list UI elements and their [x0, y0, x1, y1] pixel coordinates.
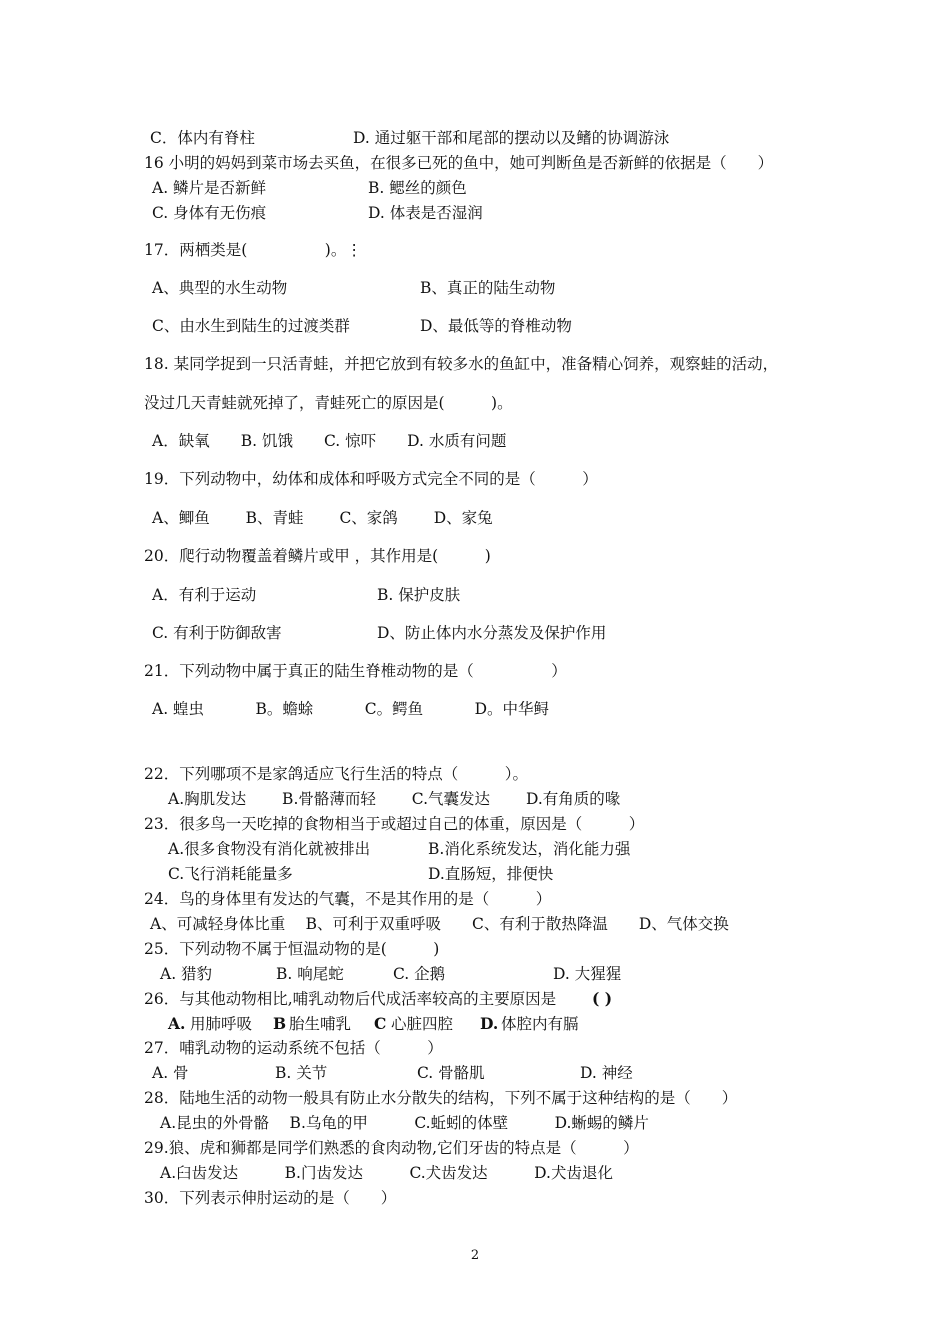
text-line: B.消化系统发达，消化能力强 — [428, 840, 631, 858]
text-line: 17．两栖类是( )。⋮ — [144, 241, 362, 259]
text-line: 18. 某同学捉到一只活青蛙，并把它放到有较多水的鱼缸中，准备精心饲养，观察蛙的活动， — [144, 355, 779, 373]
text-line: 体腔内有膈 — [501, 1015, 579, 1033]
text-line: B. 鳃丝的颜色 — [368, 179, 467, 197]
text-line: B — [273, 1014, 287, 1033]
text-line: A.胸肌发达 B.骨骼薄而轻 C.气囊发达 D.有角质的喙 — [168, 790, 621, 808]
text-line: 19．下列动物中，幼体和成体和呼吸方式完全不同的是（ ） — [144, 470, 598, 488]
text-line: 20．爬行动物覆盖着鳞片或甲 ，其作用是( ) — [144, 547, 491, 565]
text-line: 28．陆地生活的动物一般具有防止水分散失的结构，下列不属于这种结构的是（ ） — [144, 1089, 738, 1107]
text-line: D. 神经 — [580, 1064, 633, 1082]
text-line: A. 蝗虫 B。蟾蜍 C。鳄鱼 D。中华鲟 — [152, 700, 550, 718]
text-line: 21．下列动物中属于真正的陆生脊椎动物的是（ ） — [144, 662, 567, 680]
text-line: A. 鳞片是否新鲜 — [152, 179, 267, 197]
text-line: A、典型的水生动物 — [152, 279, 288, 297]
text-line: 16 小明的妈妈到菜市场去买鱼，在很多已死的鱼中，她可判断鱼是否新鲜的依据是（ ） — [144, 154, 774, 172]
text-line: A、可减轻身体比重 B、可利于双重呼吸 C、有利于散热降温 D、气体交换 — [150, 915, 729, 933]
text-line: C. 身体有无伤痕 — [152, 204, 267, 222]
text-line: 26．与其他动物相比,哺乳动物后代成活率较高的主要原因是 — [144, 990, 557, 1008]
text-line: C. 有利于防御敌害 — [152, 624, 282, 642]
text-line: 心脏四腔 — [391, 1015, 454, 1033]
text-line: D. 体表是否湿润 — [368, 204, 483, 222]
text-line: C、由水生到陆生的过渡类群 — [152, 317, 350, 335]
text-line: D、最低等的脊椎动物 — [420, 317, 572, 335]
text-line: 胎生哺乳 — [289, 1015, 352, 1033]
text-line: 29.狼、虎和狮都是同学们熟悉的食肉动物,它们牙齿的特点是（ ） — [144, 1139, 639, 1157]
text-line: B、真正的陆生动物 — [420, 279, 556, 297]
text-line: D. 通过躯干部和尾部的摆动以及鳍的协调游泳 — [353, 129, 670, 147]
text-line: A．缺氧 B. 饥饿 C. 惊吓 D. 水质有问题 — [152, 432, 507, 450]
page-number: 2 — [470, 1248, 480, 1263]
text-line: C. 企鹅 — [393, 965, 446, 983]
text-line: 用肺呼吸 — [190, 1015, 253, 1033]
text-line: A. — [168, 1014, 186, 1033]
text-line: A.臼齿发达 B.门齿发达 C.犬齿发达 D.犬齿退化 — [160, 1164, 613, 1182]
text-line: ( ) — [592, 989, 613, 1008]
text-line: 24．鸟的身体里有发达的气囊，不是其作用的是（ ） — [144, 890, 552, 908]
text-line: D. — [480, 1014, 499, 1033]
text-line: C．体内有脊柱 — [150, 129, 255, 147]
text-line: C — [374, 1014, 387, 1033]
text-line: A、鲫鱼 B、青蛙 C、家鸽 D、家兔 — [152, 509, 493, 527]
text-line: 30．下列表示伸肘运动的是（ ） — [144, 1189, 397, 1207]
text-line: B. 响尾蛇 — [276, 965, 344, 983]
text-line: 23．很多鸟一天吃掉的食物相当于或超过自己的体重，原因是（ ） — [144, 815, 645, 833]
text-line: D.直肠短，排便快 — [428, 865, 554, 883]
text-line: C. 骨骼肌 — [417, 1064, 485, 1082]
text-line: 没过几天青蛙就死掉了，青蛙死亡的原因是( )。 — [144, 394, 513, 412]
text-line: D. 大猩猩 — [553, 965, 622, 983]
text-line: 22．下列哪项不是家鸽适应飞行生活的特点（ ）。 — [144, 765, 528, 783]
text-line: D、防止体内水分蒸发及保护作用 — [377, 624, 607, 642]
text-line: C.飞行消耗能量多 — [168, 865, 293, 883]
text-line: A．有利于运动 — [152, 586, 257, 604]
text-line: B. 保护皮肤 — [377, 586, 461, 604]
text-line: A.昆虫的外骨骼 B.乌龟的甲 C.蚯蚓的体壁 D.蜥蜴的鳞片 — [160, 1114, 649, 1132]
text-line: A. 猎豹 — [160, 965, 213, 983]
text-line: 25．下列动物不属于恒温动物的是( ) — [144, 940, 440, 958]
text-line: A.很多食物没有消化就被排出 — [168, 840, 371, 858]
text-line: B. 关节 — [275, 1064, 328, 1082]
text-line: 27．哺乳动物的运动系统不包括（ ） — [144, 1039, 443, 1057]
text-line: A. 骨 — [152, 1064, 189, 1082]
